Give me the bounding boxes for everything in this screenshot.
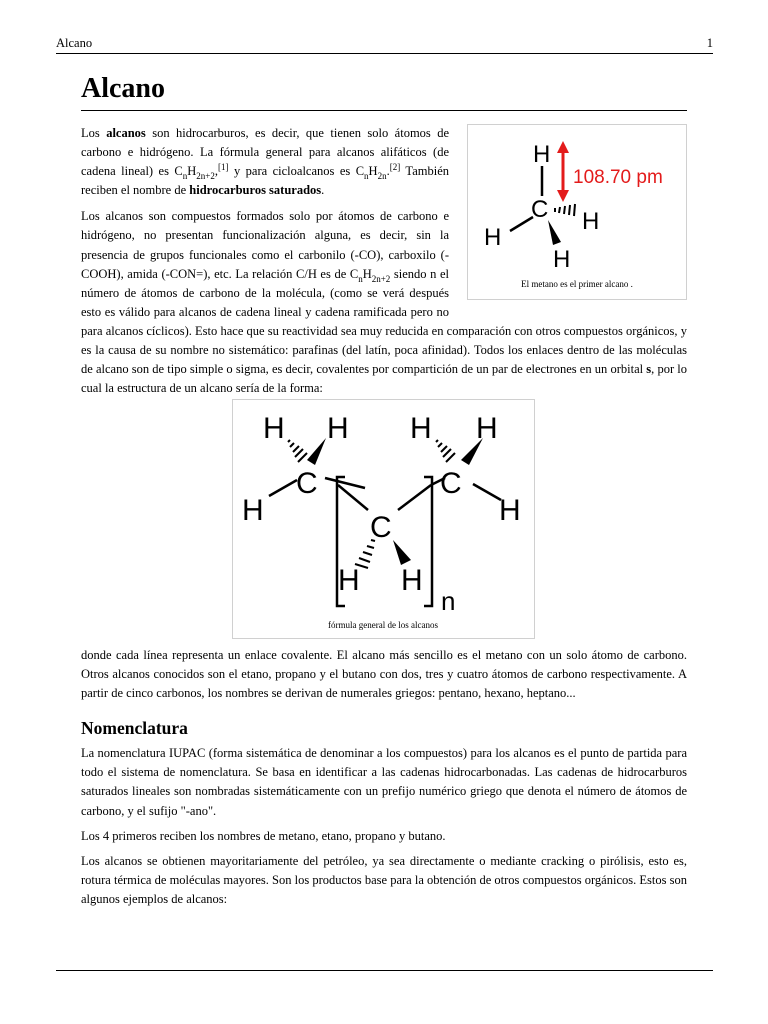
general-formula-figure [232,399,535,639]
general-formula-diagram [233,400,534,638]
intro-paragraph: Los alcanos son hidrocarburos, es decir, que tienen solo átomos de carbono e hidrógeno. La fórmula general para alcanos alifáticos (de cadena lineal) es $C_nH_{2n+2},[1]$ y para cicloalcanos es $C_nH_{2n}.[2]$ También reciben el nombre de hidrocarburos saturados. [81,126,450,198]
article-body-lower [81,646,687,915]
term-hidrocarburos-saturados: hidrocarburos saturados [189,183,322,198]
atom-h-7: H [401,564,423,597]
simplest-alkane-paragraph: donde cada línea representa un enlace covalente. El alcano más sencillo es el metano con un solo átomo de carbono. Otros alcanos conocidos son el etano, propano y el butano con dos, tres y cuatro átomos de carbono respectivamente. A partir de cinco carbonos, los nombres se derivan de numerales griegos: pentano, hexano, heptano... [81,648,687,701]
atom-h-3: H [410,412,432,445]
title-rule [81,110,687,111]
article-body-upper [81,124,687,405]
bond-c-h-bottom-wedge [548,220,561,245]
atom-h-2: H [327,412,349,445]
bond-c3-h [473,484,501,500]
first-four-paragraph: Los 4 primeros reciben los nombres de metano, etano, propano y butano. [81,828,446,843]
atom-c-2: C [370,511,392,544]
page-title: Alcano [81,73,165,104]
bond-c1-chain [325,478,365,488]
iupac-paragraph: La nomenclatura IUPAC (forma sistemática de denominar a los compuestos) para los alcanos es el punto de partida para todo el sistema de nomenclatura. Se basa en identificar a las cadenas hidrocarbonadas. Las cadenas de hidrocarburos saturados lineales son nombradas sistemáticamente con un prefijo numérico griego que denota el número de átomos de carbono, y el sufijo "-ano". [81,746,687,818]
atom-h-8: H [499,494,521,527]
term-alcanos: alcanos [106,126,146,140]
page-number: 1 [706,36,713,50]
running-header [56,36,713,50]
composition-paragraph: Los alcanos son compuestos formados solo por átomos de carbono e hidrógeno, no presentan funcionalización alguna, es decir, sin la presencia de grupos funcionales como el carbonilo (-CO), carboxilo (-COOH), amida (-CON=), etc. La relación C/H es de $C_nH_{2n+2}$ siendo n el número de átomos de carbono de la molécula, (como se verá después esto es válido para alcanos de cadena lineal y cadena ramificada pero no para alcanos cíclicos). Esto hace que su reactividad sea muy reducida en comparación con otros compuestos orgánicos, y es la causa de su nombre no sistemático: parafinas (del latín, poca afinidad). Todos los enlaces dentro de las moléculas de alcano son de tipo simple o sigma, es decir, covalentes por compartición de un par de electrones en un orbital s, por lo cual la estructura de un alcano sería de la forma: [81,209,687,396]
atom-h-top: H [533,141,551,168]
atom-h-5: H [242,494,264,527]
section-heading-nomenclatura: Nomenclatura [81,718,188,739]
running-title: Alcano [56,36,93,50]
methane-figure-caption: El metano es el primer alcano . [521,279,633,289]
term-orbital-s: s [646,362,652,377]
bond-c-h-left [510,217,533,231]
bond-c-h-right-hashed [555,204,575,216]
bond-length-label: 108.70 pm [573,167,663,188]
methane-diagram [468,125,686,299]
citation-ref-1[interactable]: [1] [217,162,229,173]
atom-c-3: C [440,467,462,500]
methane-figure [467,124,687,300]
left-methyl-wedge [307,438,326,465]
bond-c2-chain-right [398,485,431,510]
right-bracket [424,477,432,606]
atom-h-6: H [338,564,360,597]
citation-ref-2[interactable]: [2] [389,162,401,173]
middle-wedge [393,540,411,565]
atom-h-bottom: H [553,246,571,273]
sources-paragraph: Los alcanos se obtienen mayoritariamente del petróleo, ya sea directamente o mediante cracking o pirólisis, esto es, rotura térmica de moléculas mayores. Son los productos base para la obtención de otros compuestos orgánicos. Estos son algunos ejemplos de alcanos: [81,853,687,906]
atom-h-1: H [263,412,285,445]
left-methyl-bonds [288,440,307,462]
right-methyl-bonds [436,440,455,462]
footer-rule [56,970,713,971]
atom-h-left: H [484,224,502,251]
repeat-subscript-n: n [441,586,456,616]
atom-c-center: C [531,196,549,223]
atom-h-right: H [582,208,600,235]
bond-h-c1 [269,480,297,496]
atom-h-4: H [476,412,498,445]
general-formula-caption: fórmula general de los alcanos [328,620,438,630]
header-rule [56,53,713,54]
atom-c-1: C [296,467,318,500]
